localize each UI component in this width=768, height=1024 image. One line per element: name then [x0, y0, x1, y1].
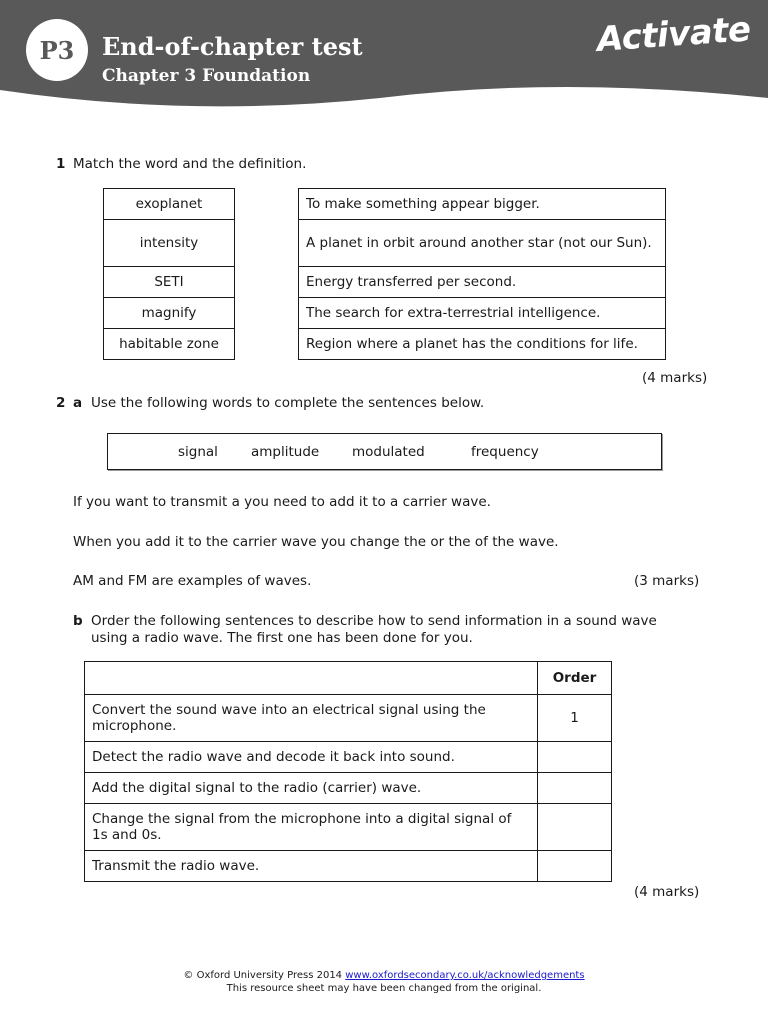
table-row [299, 298, 666, 329]
word-bank [107, 433, 662, 470]
word-table [103, 188, 235, 360]
sentence-2: When you add it to the carrier wave you change the or the of the wave. [73, 534, 559, 550]
question-2a-prompt: Use the following words to complete the sentences below. [91, 395, 485, 411]
question-1-marks: (4 marks) [642, 370, 708, 386]
order-table [84, 661, 612, 882]
sentence-3: AM and FM are examples of waves. [73, 573, 312, 589]
table-header-row [85, 662, 612, 695]
order-cell[interactable] [538, 773, 612, 804]
definition-cell: The search for extra-terrestrial intelligence. [299, 298, 666, 329]
chapter-badge-label: P3 [39, 35, 75, 65]
word-bank-item: amplitude [251, 444, 320, 460]
sentence-1: If you want to transmit a you need to add it to a carrier wave. [73, 494, 491, 510]
definition-cell: A planet in orbit around another star (not our Sun). [299, 220, 666, 267]
brand-logo-text: Activate [595, 9, 752, 60]
blank-header-cell [85, 662, 538, 695]
definition-cell: Energy transferred per second. [299, 267, 666, 298]
step-cell: Transmit the radio wave. [85, 851, 538, 882]
order-cell[interactable] [538, 742, 612, 773]
question-2a-marks: (3 marks) [634, 573, 700, 589]
definition-table [298, 188, 666, 360]
table-row [85, 851, 612, 882]
question-2a-label: a [73, 395, 83, 411]
chapter-badge [26, 19, 88, 81]
acknowledgements-link[interactable]: www.oxfordsecondary.co.uk/acknowledgements [345, 970, 585, 981]
table-row [104, 329, 235, 360]
table-row [299, 329, 666, 360]
step-cell: Add the digital signal to the radio (carrier) wave. [85, 773, 538, 804]
order-cell: 1 [538, 695, 612, 742]
page-subtitle: Chapter 3 Foundation [102, 66, 311, 86]
table-row [85, 742, 612, 773]
order-cell[interactable] [538, 804, 612, 851]
question-2-number: 2 [56, 395, 66, 411]
word-cell: exoplanet [104, 189, 235, 220]
step-text-line: microphone. [92, 718, 177, 734]
word-bank-item: signal [178, 444, 218, 460]
definition-cell: To make something appear bigger. [299, 189, 666, 220]
table-row [85, 695, 612, 742]
footer-note: This resource sheet may have been changed from the original. [226, 983, 542, 994]
question-2b-marks: (4 marks) [634, 884, 700, 900]
step-text-line: Change the signal from the microphone into a digital signal of [92, 811, 512, 827]
table-row [85, 804, 612, 851]
footer-copyright-line [0, 970, 768, 981]
question-2b-label: b [73, 613, 83, 629]
table-row [104, 220, 235, 267]
table-row [299, 267, 666, 298]
table-row [104, 298, 235, 329]
table-row [104, 189, 235, 220]
question-2b-prompt-line-1: Order the following sentences to describe how to send information in a sound wave [91, 613, 657, 629]
word-cell: magnify [104, 298, 235, 329]
table-row [299, 189, 666, 220]
step-cell: Detect the radio wave and decode it back into sound. [85, 742, 538, 773]
step-cell [85, 695, 538, 742]
step-text-line: Convert the sound wave into an electrical signal using the [92, 702, 486, 718]
table-row [85, 773, 612, 804]
question-1-number: 1 [56, 156, 66, 172]
step-text-line: 1s and 0s. [92, 827, 162, 843]
order-cell[interactable] [538, 851, 612, 882]
table-row [104, 267, 235, 298]
question-2b-prompt-line-2: using a radio wave. The first one has been done for you. [91, 630, 473, 646]
copyright-text: © Oxford University Press 2014 [183, 970, 343, 981]
word-cell: intensity [104, 220, 235, 267]
step-cell [85, 804, 538, 851]
word-cell: SETI [104, 267, 235, 298]
page-title: End-of-chapter test [102, 32, 363, 61]
table-row [299, 220, 666, 267]
definition-cell: Region where a planet has the conditions for life. [299, 329, 666, 360]
word-bank-item: frequency [471, 444, 539, 460]
order-column-header: Order [538, 662, 612, 695]
question-1-prompt: Match the word and the definition. [73, 156, 307, 172]
word-bank-item: modulated [352, 444, 425, 460]
word-cell: habitable zone [104, 329, 235, 360]
